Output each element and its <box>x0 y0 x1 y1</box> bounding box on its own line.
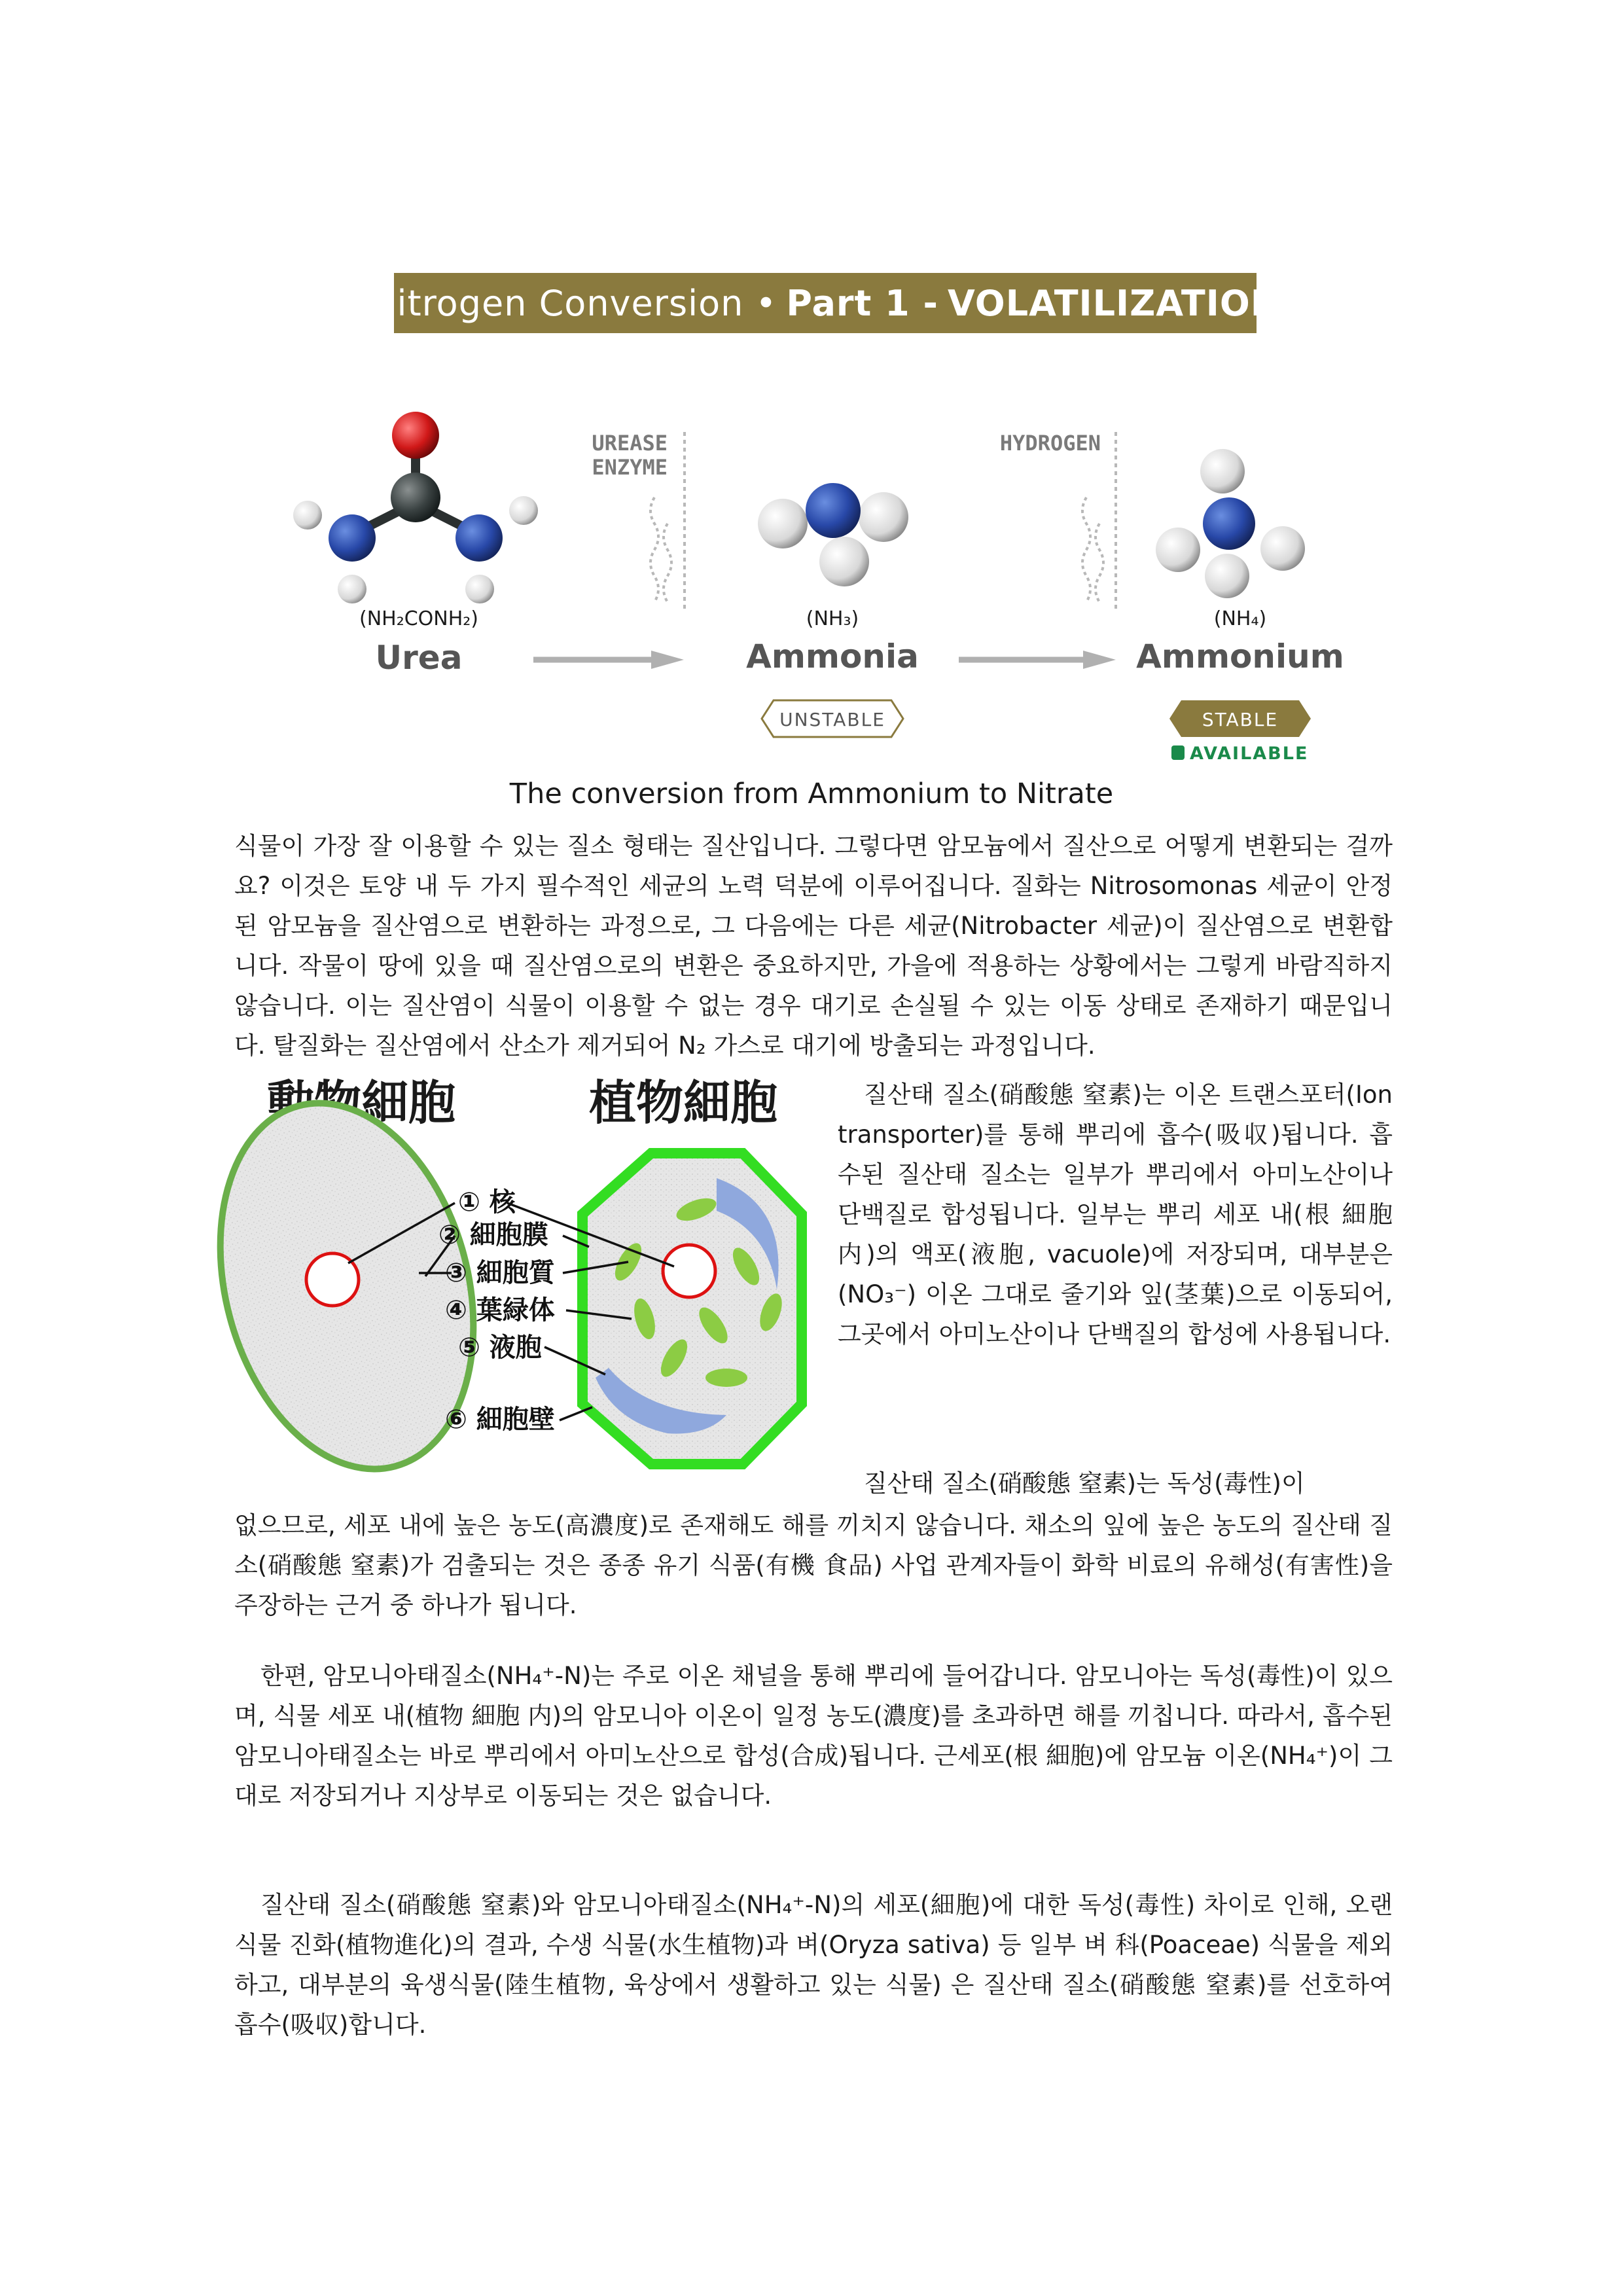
banner-prefix: Nitrogen Conversion • <box>370 282 777 324</box>
unstable-badge-label: UNSTABLE <box>779 709 885 730</box>
agent-enzyme: ENZYME <box>592 455 668 480</box>
label-chloroplast: ④ 葉緑体 <box>445 1295 555 1325</box>
paragraph-nitrate-toxicity <box>234 1505 1393 1625</box>
label-vacuole: ⑤ 液胞 <box>458 1333 542 1363</box>
ammonium-formula: (NH₄) <box>1213 607 1267 630</box>
ammonium-molecule <box>1156 449 1305 598</box>
ammonia-name: Ammonia <box>746 637 919 675</box>
paragraph-preference-text: 질산태 질소(硝酸態 窒素)와 암모니아태질소(NH₄⁺-N)의 세포(細胞)에 대한 독성(毒性) 차이로 인해, 오랜 식물 진화(植物進化)의 결과, 수생 식물(水生植物)과 벼(Oryza sativa) 등 일부 벼 科(Poaceae) 식물을 제외하고, 대부분의 육생식물(陸生植物, 육상에서 생활하고 있는 식물) 은 질산태 질소(硝酸態 窒素)를 선호하여 흡수(吸収)합니다. <box>234 1891 1393 2039</box>
urea-molecule <box>293 412 538 603</box>
paragraph-ammonium <box>234 1656 1393 1816</box>
paragraph-nitrate-toxicity-text: 없으므로, 세포 내에 높은 농도(高濃度)로 존재해도 해를 끼치지 않습니다. 채소의 잎에 높은 농도의 질산태 질소(硝酸態 窒素)가 검출되는 것은 종종 유기 식품(有機 食品) 사업 관계자들이 화학 비료의 유해성(有害性)을 주장하는 근거 중 하나가 됩니다. <box>234 1511 1393 1619</box>
paragraph-nitrification <box>234 826 1393 1066</box>
banner-topic: VOLATILIZATION <box>947 282 1281 324</box>
wavy-lines-2 <box>1082 497 1103 602</box>
wavy-lines-1 <box>651 497 671 602</box>
paragraph-nitrate-uptake-text: 질산태 질소(硝酸態 窒素)는 이온 트랜스포터(Ion transporter)를 통해 뿌리에 흡수(吸収)됩니다. 흡수된 질산태 질소는 일부가 뿌리에서 아미노산이나 단백질로 합성됩니다. 일부는 뿌리 세포 내(根 細胞内)의 액포(液胞, vacuole)에 저장되며, 대부분은 (NO₃⁻) 이온 그대로 줄기와 잎(茎葉)으로 이동되어, 그곳에서 아미노산이나 단백질의 합성에 사용됩니다. <box>838 1081 1393 1348</box>
available-label: AVAILABLE <box>1190 744 1309 764</box>
arrow-ammonia-to-ammonium <box>959 651 1116 669</box>
paragraph-nitrate-uptake <box>838 1075 1393 1354</box>
label-cell-wall: ⑥ 細胞壁 <box>445 1405 555 1435</box>
paragraph-nitrate-toxicity-first-line <box>838 1463 1393 1503</box>
plant-nucleus <box>663 1245 715 1297</box>
paragraph-preference <box>234 1885 1393 2045</box>
label-cytoplasm: ③ 細胞質 <box>445 1258 555 1288</box>
plant-cell-title: 植物細胞 <box>589 1075 778 1130</box>
available-icon <box>1171 745 1185 760</box>
urea-name: Urea <box>375 639 463 677</box>
ammonia-formula: (NH₃) <box>806 607 859 630</box>
animal-cell-title: 動物細胞 <box>267 1075 456 1130</box>
ammonia-molecule <box>758 483 908 586</box>
label-cell-membrane: ② 細胞膜 <box>438 1220 548 1250</box>
plant-cell <box>582 1153 802 1464</box>
stable-badge-label: STABLE <box>1202 709 1279 730</box>
label-nucleus: ① 核 <box>458 1187 516 1217</box>
banner-part: Part 1 - <box>786 282 938 324</box>
agent-urease: UREASE <box>592 431 668 456</box>
ammonium-name: Ammonium <box>1136 637 1344 675</box>
paragraph-ammonium-text: 한편, 암모니아태질소(NH₄⁺-N)는 주로 이온 채널을 통해 뿌리에 들어갑니다. 암모니아는 독성(毒性)이 있으며, 식물 세포 내(植物 細胞 内)의 암모니아 이온이 일정 농도(濃度)를 초과하면 해를 끼칩니다. 따라서, 흡수된 암모니아태질소는 바로 뿌리에서 아미노산으로 합성(合成)됩니다. 근세포(根 細胞)에 암모늄 이온(NH₄⁺)이 그대로 저장되거나 지상부로 이동되는 것은 없습니다. <box>234 1662 1393 1810</box>
conversion-caption: The conversion from Ammonium to Nitrate <box>509 778 1114 810</box>
urea-formula: (NH₂CONH₂) <box>359 607 479 630</box>
paragraph-nitrate-toxicity-first-text: 질산태 질소(硝酸態 窒素)는 독성(毒性)이 <box>864 1469 1305 1498</box>
agent-hydrogen: HYDROGEN <box>999 431 1101 456</box>
paragraph-nitrification-text: 식물이 가장 잘 이용할 수 있는 질소 형태는 질산입니다. 그렇다면 암모늄에서 질산으로 어떻게 변환되는 걸까요? 이것은 토양 내 두 가지 필수적인 세균의 노력 덕분에 이루어집니다. 질화는 Nitrosomonas 세균이 안정된 암모늄을 질산염으로 변환하는 과정으로, 그 다음에는 다른 세균(Nitrobacter 세균)이 질산염으로 변환합니다. 작물이 땅에 있을 때 질산염으로의 변환은 중요하지만, 가을에 적용하는 상황에서는 그렇게 바람직하지 않습니다. 이는 질산염이 식물이 이용할 수 없는 경우 대기로 손실될 수 있는 이동 상태로 존재하기 때문입니다. 탈질화는 질산염에서 산소가 제거되어 N₂ 가스로 대기에 방출되는 과정입니다. <box>234 832 1393 1060</box>
arrow-urea-to-ammonia <box>533 651 684 669</box>
